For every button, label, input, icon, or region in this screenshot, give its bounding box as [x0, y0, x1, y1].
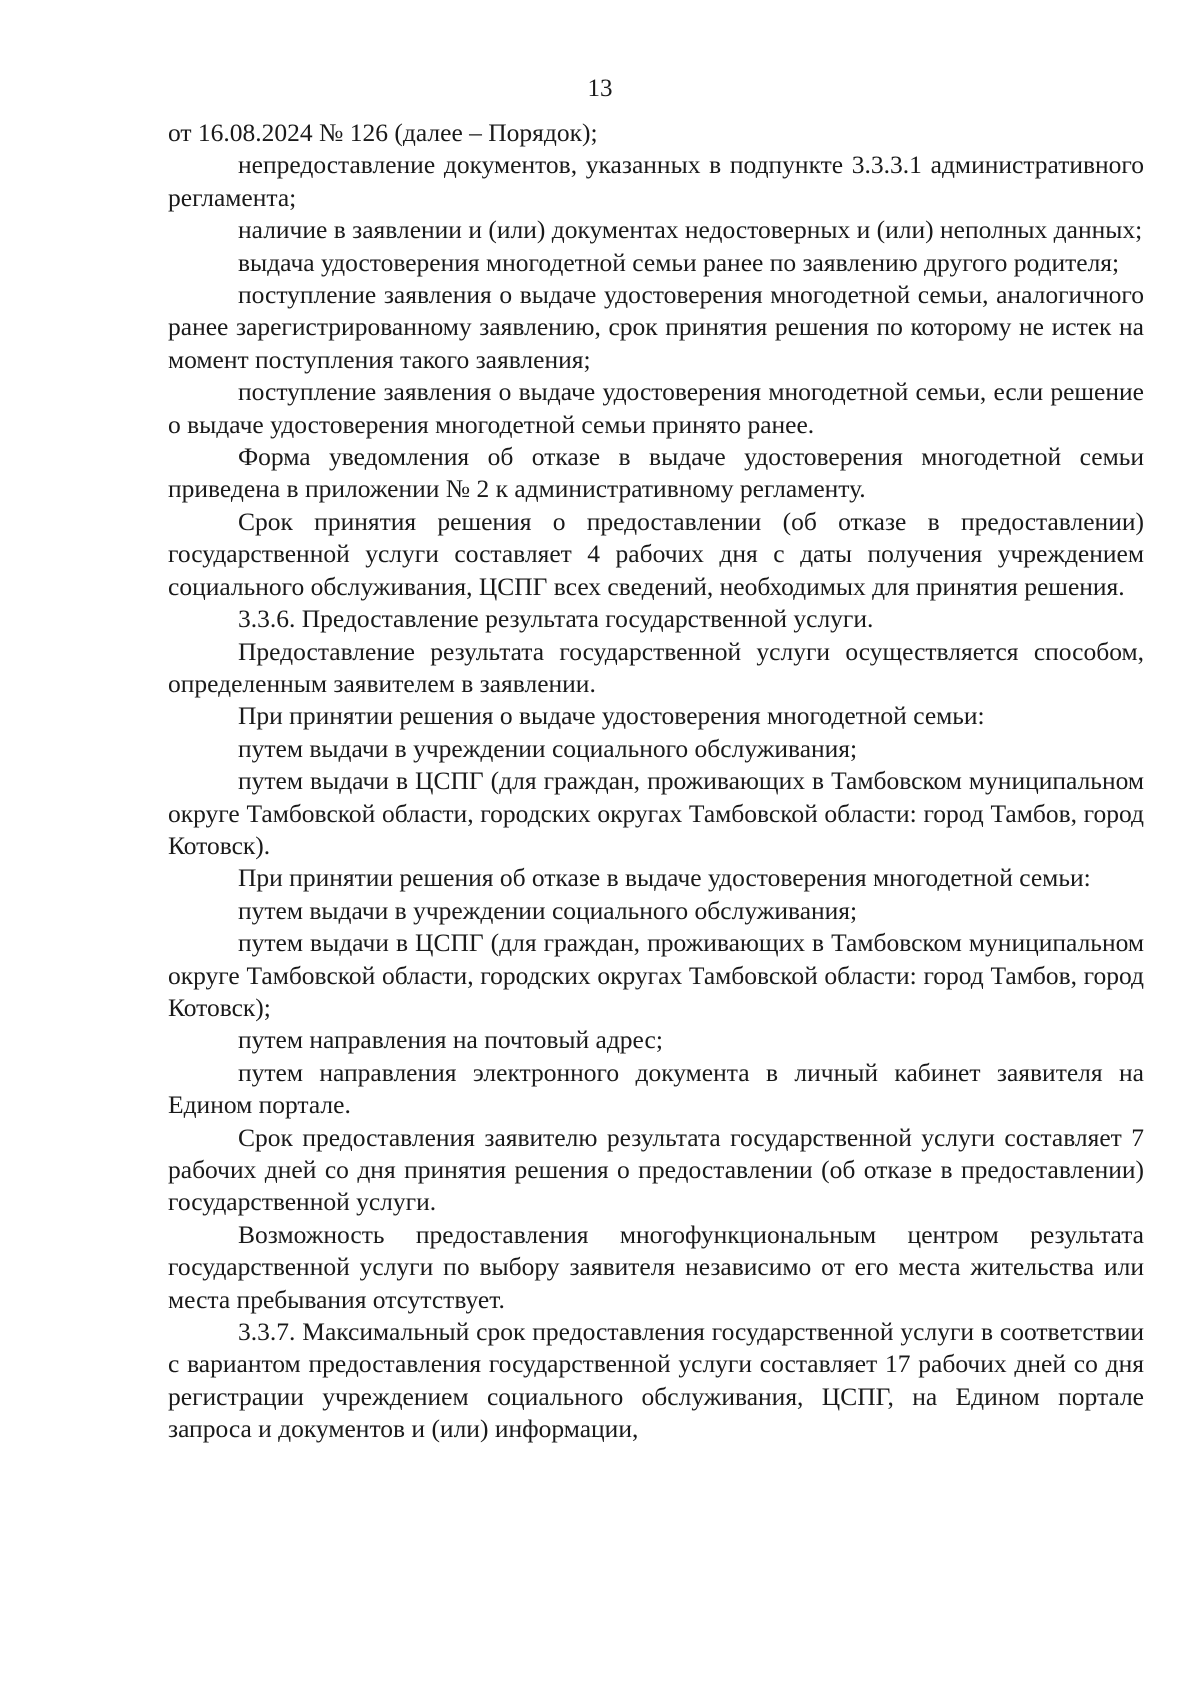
paragraph: наличие в заявлении и (или) документах недостоверных и (или) неполных данных;	[238, 215, 1143, 245]
paragraph: путем выдачи в ЦСПГ (для граждан, проживающих в Тамбовском муниципальном округе Тамбовской области, городских округах Тамбовской области: город Тамбов, город Котовск).	[168, 766, 1144, 860]
paragraph: При принятии решения о выдаче удостоверения многодетной семьи:	[238, 701, 985, 731]
paragraph: путем направления электронного документа в личный кабинет заявителя на Едином портале.	[168, 1057, 1144, 1120]
paragraph: Срок принятия решения о предоставлении (об отказе в предоставлении) государственной услуги составляет 4 рабочих дня с даты получения учреждением социального обслуживания, ЦСПГ всех сведений, необходимых для принятия решения.	[168, 506, 1144, 601]
section-paragraph: 3.3.7. Максимальный срок предоставления государственной услуги в соответствии с вариантом предоставления государственной услуги составляет 17 рабочих дней со дня регистрации учреждением социального обслуживания, ЦСПГ, на Едином портале запроса и документов и (или) информации,	[168, 1317, 1144, 1444]
paragraph: Возможность предоставления многофункциональным центром результата государственной услуги по выбору заявителя независимо от его места жительства или места пребывания отсутствует.	[168, 1219, 1144, 1314]
paragraph: Форма уведомления об отказе в выдаче удостоверения многодетной семьи приведена в приложении № 2 к административному регламенту.	[168, 442, 1144, 504]
paragraph: путем выдачи в учреждении социального обслуживания;	[238, 733, 858, 763]
paragraph: от 16.08.2024 № 126 (далее – Порядок);	[168, 118, 598, 147]
paragraph: путем выдачи в ЦСПГ (для граждан, проживающих в Тамбовском муниципальном округе Тамбовской области, городских округах Тамбовской области: город Тамбов, город Котовск);	[168, 928, 1144, 1022]
section-heading: 3.3.6. Предоставление результата государственной услуги.	[238, 604, 874, 634]
paragraph: путем выдачи в учреждении социального обслуживания;	[238, 895, 858, 925]
paragraph: путем направления на почтовый адрес;	[238, 1025, 663, 1055]
document-body	[168, 117, 1144, 1446]
paragraph: Срок предоставления заявителю результата государственной услуги составляет 7 рабочих дней со дня принятия решения о предоставлении (об отказе в предоставлении) государственной услуги.	[168, 1122, 1144, 1217]
paragraph: поступление заявления о выдаче удостоверения многодетной семьи, если решение о выдаче удостоверения многодетной семьи принято ранее.	[168, 377, 1144, 439]
paragraph: Предоставление результата государственной услуги осуществляется способом, определенным заявителем в заявлении.	[168, 636, 1144, 698]
paragraph: При принятии решения об отказе в выдаче удостоверения многодетной семьи:	[238, 863, 1091, 893]
paragraph: поступление заявления о выдаче удостоверения многодетной семьи, аналогичного ранее зарегистрированному заявлению, срок принятия решения по которому не истек на момент поступления такого заявления;	[168, 280, 1144, 374]
page-number: 13	[587, 75, 613, 102]
paragraph: непредоставление документов, указанных в подпункте 3.3.3.1 административного регламента;	[168, 150, 1144, 212]
paragraph: выдача удостоверения многодетной семьи ранее по заявлению другого родителя;	[238, 247, 1120, 277]
